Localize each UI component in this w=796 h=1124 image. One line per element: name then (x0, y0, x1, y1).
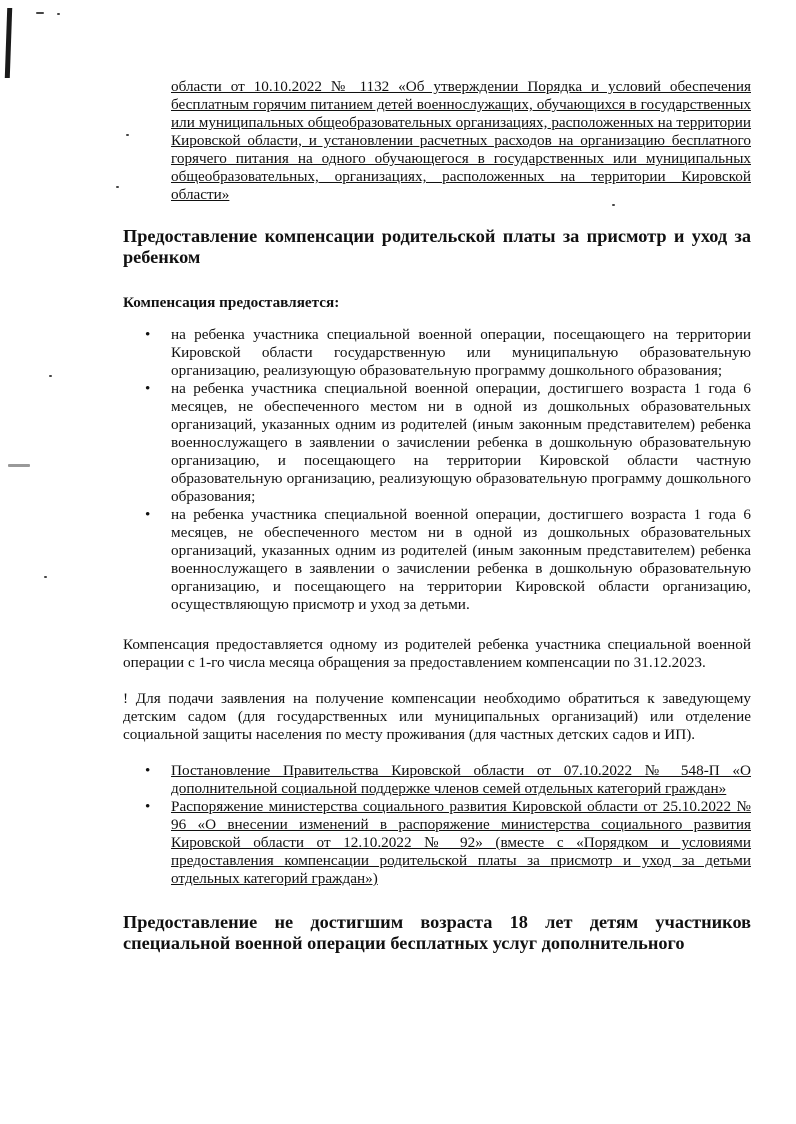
scan-edge-mark (5, 8, 12, 78)
document-content (123, 78, 751, 954)
intro-reference-link[interactable]: области от 10.10.2022 № 1132 «Об утверждении Порядка и условий обеспечения бесплатным горячим питанием детей военнослужащих, обучающихся в государственных или муниципальных общеобразовательных организациях, расположенных на территории Кировской области, и установлении расчетных расходов на организацию бесплатного горячего питания на одного обучающегося в государственных или муниципальных общеобразовательных, организациях, расположенных на территории Кировской области» (171, 78, 751, 203)
application-instructions-paragraph: ! Для подачи заявления на получение компенсации необходимо обратиться к заведующему детским садом (для государственных или муниципальных организаций) или отделение социальной защиты населения по месту проживания (для частных детских садов и ИП). (123, 690, 751, 743)
legal-act-link[interactable]: Распоряжение министерства социального развития Кировской области от 25.10.2022 № 96 «О внесении изменений в распоряжение министерства социального развития Кировской области от 12.10.2022 № 92» (вместе с «Порядком и условиями предоставления компенсации родительской платы за присмотр и уход за детьми отдельных категорий граждан») (171, 798, 751, 887)
scan-speck (44, 576, 47, 578)
bullet-icon: • (145, 762, 151, 779)
list-item-text: на ребенка участника специальной военной операции, достигшего возраста 1 года 6 месяцев, не обеспеченного местом ни в одной из дошкольных образовательных организаций, указанных одним из родителей (иным законным представителем) ребенка военнослужащего в заявлении о зачислении ребенка в дошкольную образовательную организацию, и посещающего на территории Кировской области организацию, осуществляющую присмотр и уход за детьми. (171, 506, 751, 613)
scan-speck (49, 375, 52, 377)
list-item (123, 326, 751, 380)
section1-title: Предоставление компенсации родительской платы за присмотр и уход за ребенком (123, 226, 751, 267)
scan-speck (8, 464, 30, 467)
legal-acts-list (123, 762, 751, 888)
list-item (123, 798, 751, 888)
compensation-list (123, 326, 751, 614)
list-item-text: на ребенка участника специальной военной операции, посещающего на территории Кировской области государственную или муниципальную образовательную организацию, реализующую образовательную программу дошкольного образования; (171, 326, 751, 379)
bullet-icon: • (145, 798, 151, 815)
bullet-icon: • (145, 506, 151, 523)
scan-speck (116, 186, 119, 188)
list-item (123, 380, 751, 506)
list-item (123, 762, 751, 798)
legal-act-link[interactable]: Постановление Правительства Кировской области от 07.10.2022 № 548-П «О дополнительной социальной поддержке членов семей отдельных категорий граждан» (171, 762, 751, 797)
section1-label: Компенсация предоставляется: (123, 294, 340, 311)
list-item (123, 506, 751, 614)
bullet-icon: • (145, 380, 151, 397)
scan-speck (57, 13, 60, 15)
section2-title: Предоставление не достигшим возраста 18 лет детям участников специальной военной операции бесплатных услуг дополнительного (123, 912, 751, 953)
bullet-icon: • (145, 326, 151, 343)
list-item-text: на ребенка участника специальной военной операции, достигшего возраста 1 года 6 месяцев, не обеспеченного местом ни в одной из дошкольных образовательных организаций, указанных одним из родителей (иным законным представителем) ребенка военнослужащего в заявлении о зачислении ребенка в дошкольную образовательную организацию, и посещающего на территории Кировской области частную образовательную организацию, реализующую образовательную программу дошкольного образования; (171, 380, 751, 505)
scan-speck (36, 12, 44, 14)
compensation-period-paragraph: Компенсация предоставляется одному из родителей ребенка участника специальной военной операции с 1-го числа месяца обращения за предоставлением компенсации по 31.12.2023. (123, 636, 751, 671)
